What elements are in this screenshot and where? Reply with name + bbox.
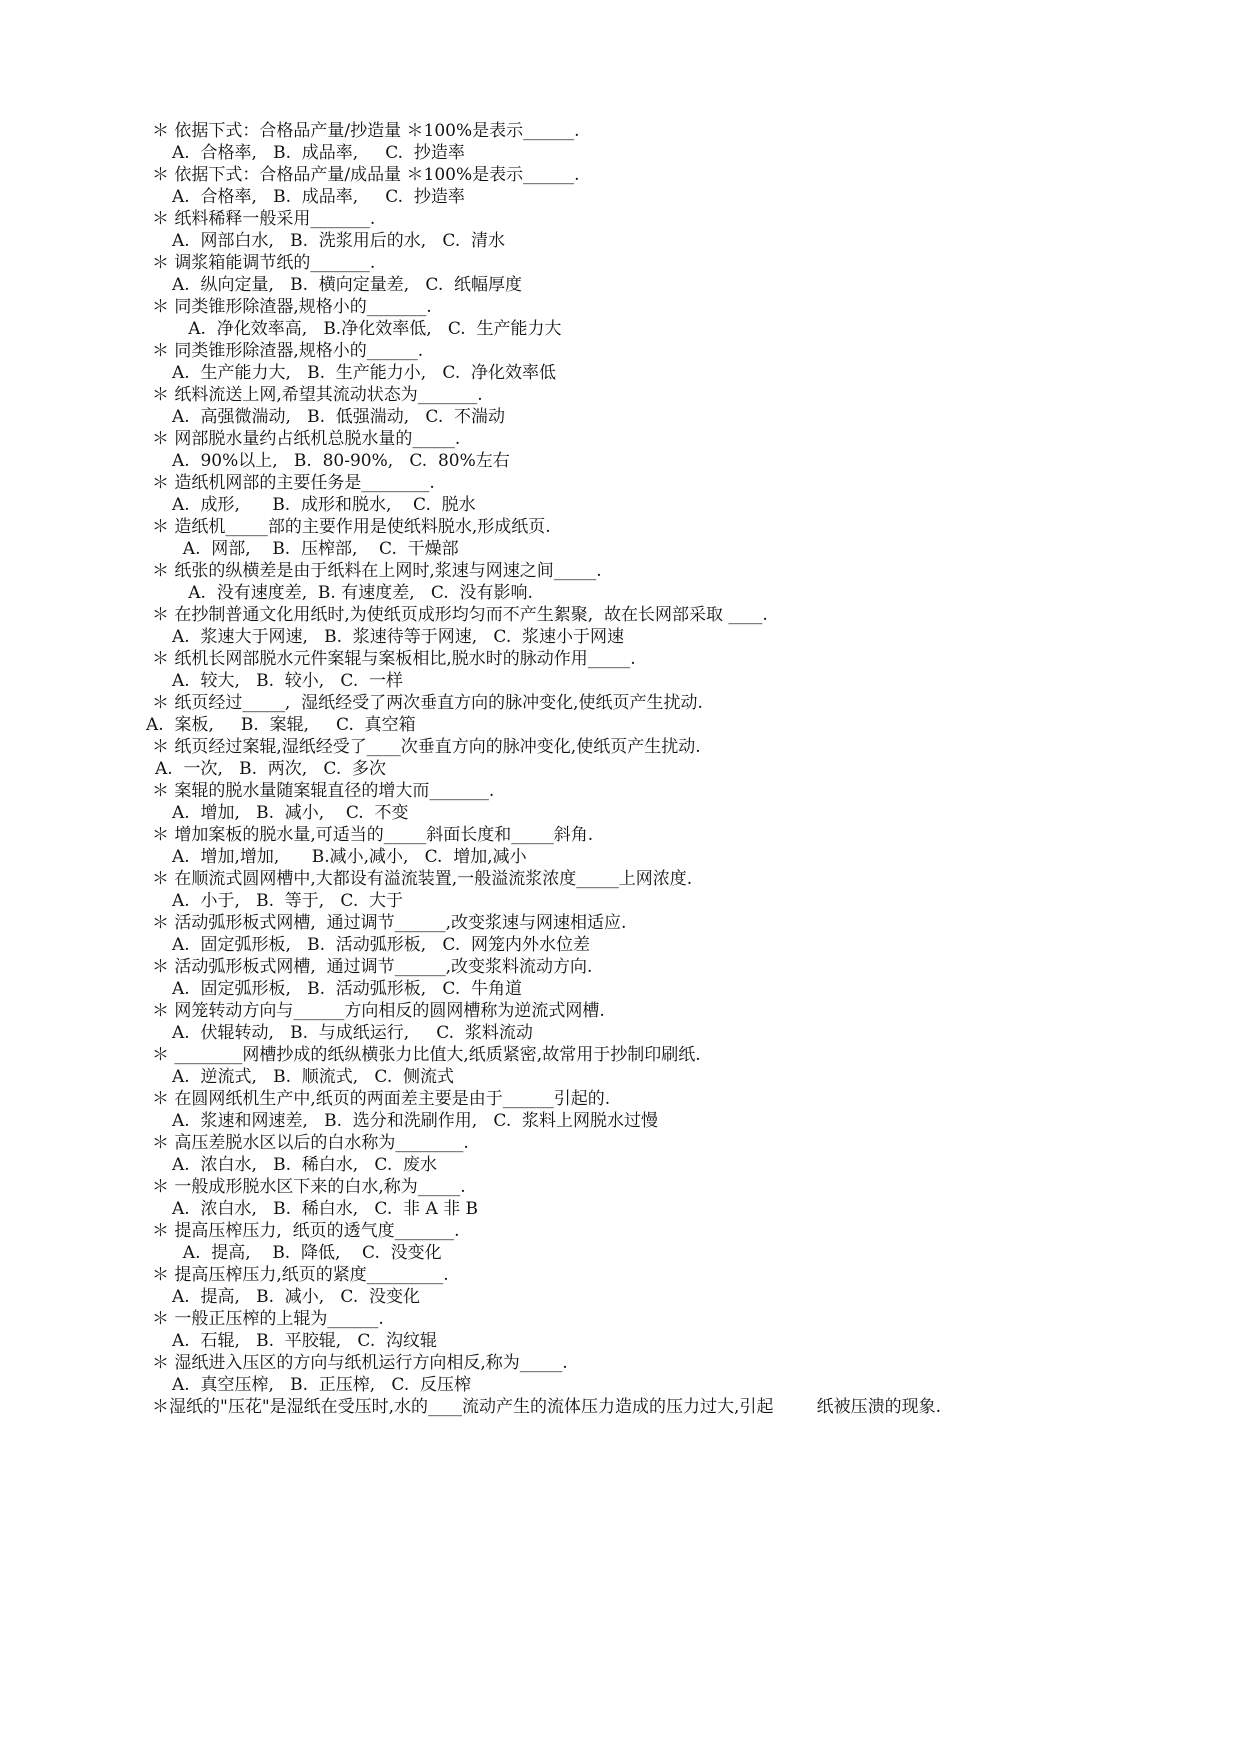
- options-8: A. 90%以上, B. 80-90%, C. 80%左右: [172, 451, 510, 471]
- options-5: A. 净化效率高, B.净化效率低, C. 生产能力大: [172, 319, 562, 339]
- question-21: ＊ 网笼转动方向与______方向相反的圆网槽称为逆流式网槽.: [152, 1001, 605, 1021]
- question-11: ＊ 纸张的纵横差是由于纸料在上网时,浆速与网速之间_____.: [152, 561, 602, 581]
- options-22: A. 逆流式, B. 顺流式, C. 侧流式: [172, 1067, 455, 1087]
- options-27: A. 提高, B. 减小, C. 没变化: [172, 1287, 421, 1307]
- options-29: A. 真空压榨, B. 正压榨, C. 反压榨: [172, 1375, 472, 1395]
- question-25: ＊ 一般成形脱水区下来的白水,称为_____.: [152, 1177, 466, 1197]
- options-3: A. 网部白水, B. 洗浆用后的水, C. 清水: [172, 231, 506, 251]
- options-1: A. 合格率, B. 成品率, C. 抄造率: [172, 143, 465, 163]
- question-18: ＊ 在顺流式圆网槽中,大都设有溢流装置,一般溢流浆浓度_____上网浓度.: [152, 869, 693, 889]
- question-8: ＊ 网部脱水量约占纸机总脱水量的_____.: [152, 429, 461, 449]
- options-2: A. 合格率, B. 成品率, C. 抄造率: [172, 187, 465, 207]
- options-21: A. 伏辊转动, B. 与成纸运行, C. 浆料流动: [172, 1023, 533, 1043]
- question-6: ＊ 同类锥形除渣器,规格小的______.: [152, 341, 424, 361]
- question-20: ＊ 活动弧形板式网槽, 通过调节______,改变浆料流动方向.: [152, 957, 593, 977]
- question-4: ＊ 调浆箱能调节纸的_______.: [152, 253, 376, 273]
- options-17: A. 增加,增加, B.减小,减小, C. 增加,减小: [172, 847, 527, 867]
- options-15: A. 一次, B. 两次, C. 多次: [155, 759, 387, 779]
- question-24: ＊ 高压差脱水区以后的白水称为________.: [152, 1133, 469, 1153]
- question-2: ＊ 依据下式：合格品产量/成品量 ＊100%是表示______.: [152, 165, 580, 185]
- options-28: A. 石辊, B. 平胶辊, C. 沟纹辊: [172, 1331, 438, 1351]
- question-23: ＊ 在圆网纸机生产中,纸页的两面差主要是由于______引起的.: [152, 1089, 611, 1109]
- options-26: A. 提高, B. 降低, C. 没变化: [172, 1243, 442, 1263]
- question-28: ＊ 一般正压榨的上辊为______.: [152, 1309, 384, 1329]
- question-5: ＊ 同类锥形除渣器,规格小的_______.: [152, 297, 432, 317]
- options-24: A. 浓白水, B. 稀白水, C. 废水: [172, 1155, 438, 1175]
- options-4: A. 纵向定量, B. 横向定量差, C. 纸幅厚度: [172, 275, 523, 295]
- last-question: ＊湿纸的"压花"是湿纸在受压时,水的____流动产生的流体压力造成的压力过大,引起 纸被压溃的现象.: [152, 1397, 942, 1417]
- question-10: ＊ 造纸机_____部的主要作用是使纸料脱水,形成纸页.: [152, 517, 551, 537]
- question-29: ＊ 湿纸进入压区的方向与纸机运行方向相反,称为_____.: [152, 1353, 568, 1373]
- question-1: ＊ 依据下式：合格品产量/抄造量 ＊100%是表示______.: [152, 121, 580, 141]
- options-25: A. 浓白水, B. 稀白水, C. 非 A 非 B: [172, 1199, 479, 1219]
- question-9: ＊ 造纸机网部的主要任务是________.: [152, 473, 435, 493]
- options-6: A. 生产能力大, B. 生产能力小, C. 净化效率低: [172, 363, 557, 383]
- options-18: A. 小于, B. 等于, C. 大于: [172, 891, 404, 911]
- question-26: ＊ 提高压榨压力, 纸页的透气度_______.: [152, 1221, 460, 1241]
- question-17: ＊ 增加案板的脱水量,可适当的_____斜面长度和_____斜角.: [152, 825, 594, 845]
- options-7: A. 高强微湍动, B. 低强湍动, C. 不湍动: [172, 407, 506, 427]
- options-19: A. 固定弧形板, B. 活动弧形板, C. 网笼内外水位差: [172, 935, 591, 955]
- options-16: A. 增加, B. 减小, C. 不变: [172, 803, 409, 823]
- question-3: ＊ 纸料稀释一般采用_______.: [152, 209, 376, 229]
- options-10: A. 网部, B. 压榨部, C. 干燥部: [172, 539, 459, 559]
- question-15: ＊ 纸页经过案辊,湿纸经受了____次垂直方向的脉冲变化,使纸页产生扰动.: [152, 737, 701, 757]
- options-14: A. 案板, B. 案辊, C. 真空箱: [146, 715, 416, 735]
- question-13: ＊ 纸机长网部脱水元件案辊与案板相比,脱水时的脉动作用_____.: [152, 649, 636, 669]
- options-12: A. 浆速大于网速, B. 浆速待等于网速, C. 浆速小于网速: [172, 627, 625, 647]
- question-19: ＊ 活动弧形板式网槽, 通过调节______,改变浆速与网速相适应.: [152, 913, 627, 933]
- options-11: A. 没有速度差, B. 有速度差, C. 没有影响.: [172, 583, 533, 603]
- question-22: ＊ ________网槽抄成的纸纵横张力比值大,纸质紧密,故常用于抄制印刷纸.: [152, 1045, 701, 1065]
- question-12: ＊ 在抄制普通文化用纸时,为使纸页成形均匀而不产生絮聚, 故在长网部采取 ____.: [152, 605, 768, 625]
- options-13: A. 较大, B. 较小, C. 一样: [172, 671, 404, 691]
- question-16: ＊ 案辊的脱水量随案辊直径的增大而_______.: [152, 781, 495, 801]
- question-27: ＊ 提高压榨压力,纸页的紧度_________.: [152, 1265, 449, 1285]
- options-23: A. 浆速和网速差, B. 选分和洗刷作用, C. 浆料上网脱水过慢: [172, 1111, 659, 1131]
- question-7: ＊ 纸料流送上网,希望其流动状态为_______.: [152, 385, 483, 405]
- question-14: ＊ 纸页经过_____, 湿纸经受了两次垂直方向的脉冲变化,使纸页产生扰动.: [152, 693, 703, 713]
- options-9: A. 成形, B. 成形和脱水, C. 脱水: [172, 495, 476, 515]
- options-20: A. 固定弧形板, B. 活动弧形板, C. 牛角道: [172, 979, 523, 999]
